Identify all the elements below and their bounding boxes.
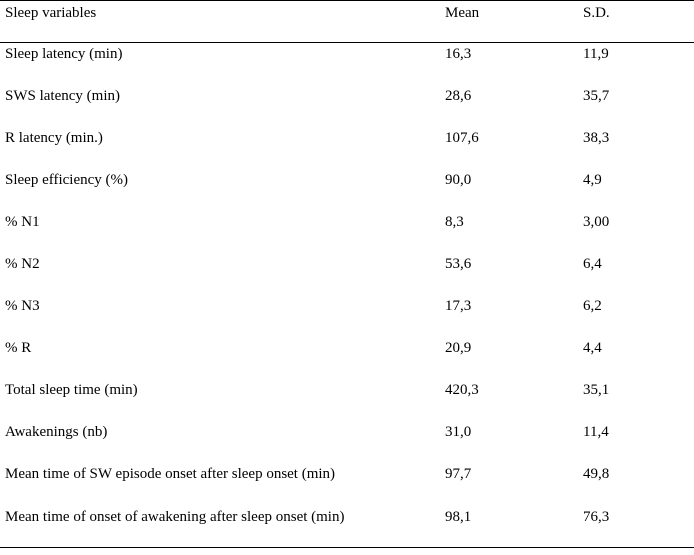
- table-row: [0, 254, 694, 274]
- row-variable: Awakenings (nb): [5, 424, 108, 440]
- row-variable: % R: [5, 340, 32, 356]
- row-sd: 3,00: [583, 214, 610, 230]
- table-row: [0, 338, 694, 358]
- table-row: [0, 422, 694, 442]
- row-variable: R latency (min.): [5, 130, 103, 146]
- table-row: [0, 170, 694, 190]
- row-mean: 420,3: [445, 382, 479, 398]
- row-sd: 11,9: [583, 46, 609, 62]
- row-mean: 97,7: [445, 466, 472, 482]
- row-variable: SWS latency (min): [5, 88, 120, 104]
- row-sd: 35,1: [583, 382, 610, 398]
- row-sd: 76,3: [583, 509, 610, 525]
- row-mean: 8,3: [445, 214, 464, 230]
- row-mean: 28,6: [445, 88, 472, 104]
- row-sd: 4,4: [583, 340, 602, 356]
- row-mean: 90,0: [445, 172, 472, 188]
- row-sd: 35,7: [583, 88, 610, 104]
- row-mean: 17,3: [445, 298, 472, 314]
- row-mean: 16,3: [445, 46, 472, 62]
- table-row: [0, 380, 694, 400]
- row-variable: Sleep efficiency (%): [5, 172, 128, 188]
- table-bottom-rule: [0, 547, 694, 548]
- row-variable: Sleep latency (min): [5, 46, 123, 62]
- row-sd: 6,4: [583, 256, 602, 272]
- table-row: [0, 212, 694, 232]
- row-mean: 107,6: [445, 130, 479, 146]
- header-mean: Mean: [445, 5, 480, 21]
- row-mean: 98,1: [445, 509, 472, 525]
- table-row: [0, 296, 694, 316]
- table-top-rule: [0, 0, 694, 1]
- row-variable: Total sleep time (min): [5, 382, 138, 398]
- row-sd: 6,2: [583, 298, 602, 314]
- header-sd: S.D.: [583, 5, 610, 21]
- table-row: [0, 128, 694, 148]
- row-variable: Mean time of onset of awakening after sleep onset (min): [5, 509, 345, 525]
- row-sd: 4,9: [583, 172, 602, 188]
- row-sd: 38,3: [583, 130, 610, 146]
- table-row: [0, 86, 694, 106]
- row-variable: % N1: [5, 214, 40, 230]
- header-sleep-variables: Sleep variables: [5, 5, 97, 21]
- table-header-rule: [0, 42, 694, 43]
- row-mean: 31,0: [445, 424, 472, 440]
- table-row: [0, 507, 694, 527]
- row-variable: % N2: [5, 256, 40, 272]
- row-variable: % N3: [5, 298, 40, 314]
- row-sd: 49,8: [583, 466, 610, 482]
- table-header-row: [0, 3, 694, 23]
- table-row: [0, 464, 694, 484]
- row-variable: Mean time of SW episode onset after sleep onset (min): [5, 466, 336, 482]
- row-mean: 53,6: [445, 256, 472, 272]
- row-sd: 11,4: [583, 424, 609, 440]
- row-mean: 20,9: [445, 340, 472, 356]
- table-row: [0, 44, 694, 64]
